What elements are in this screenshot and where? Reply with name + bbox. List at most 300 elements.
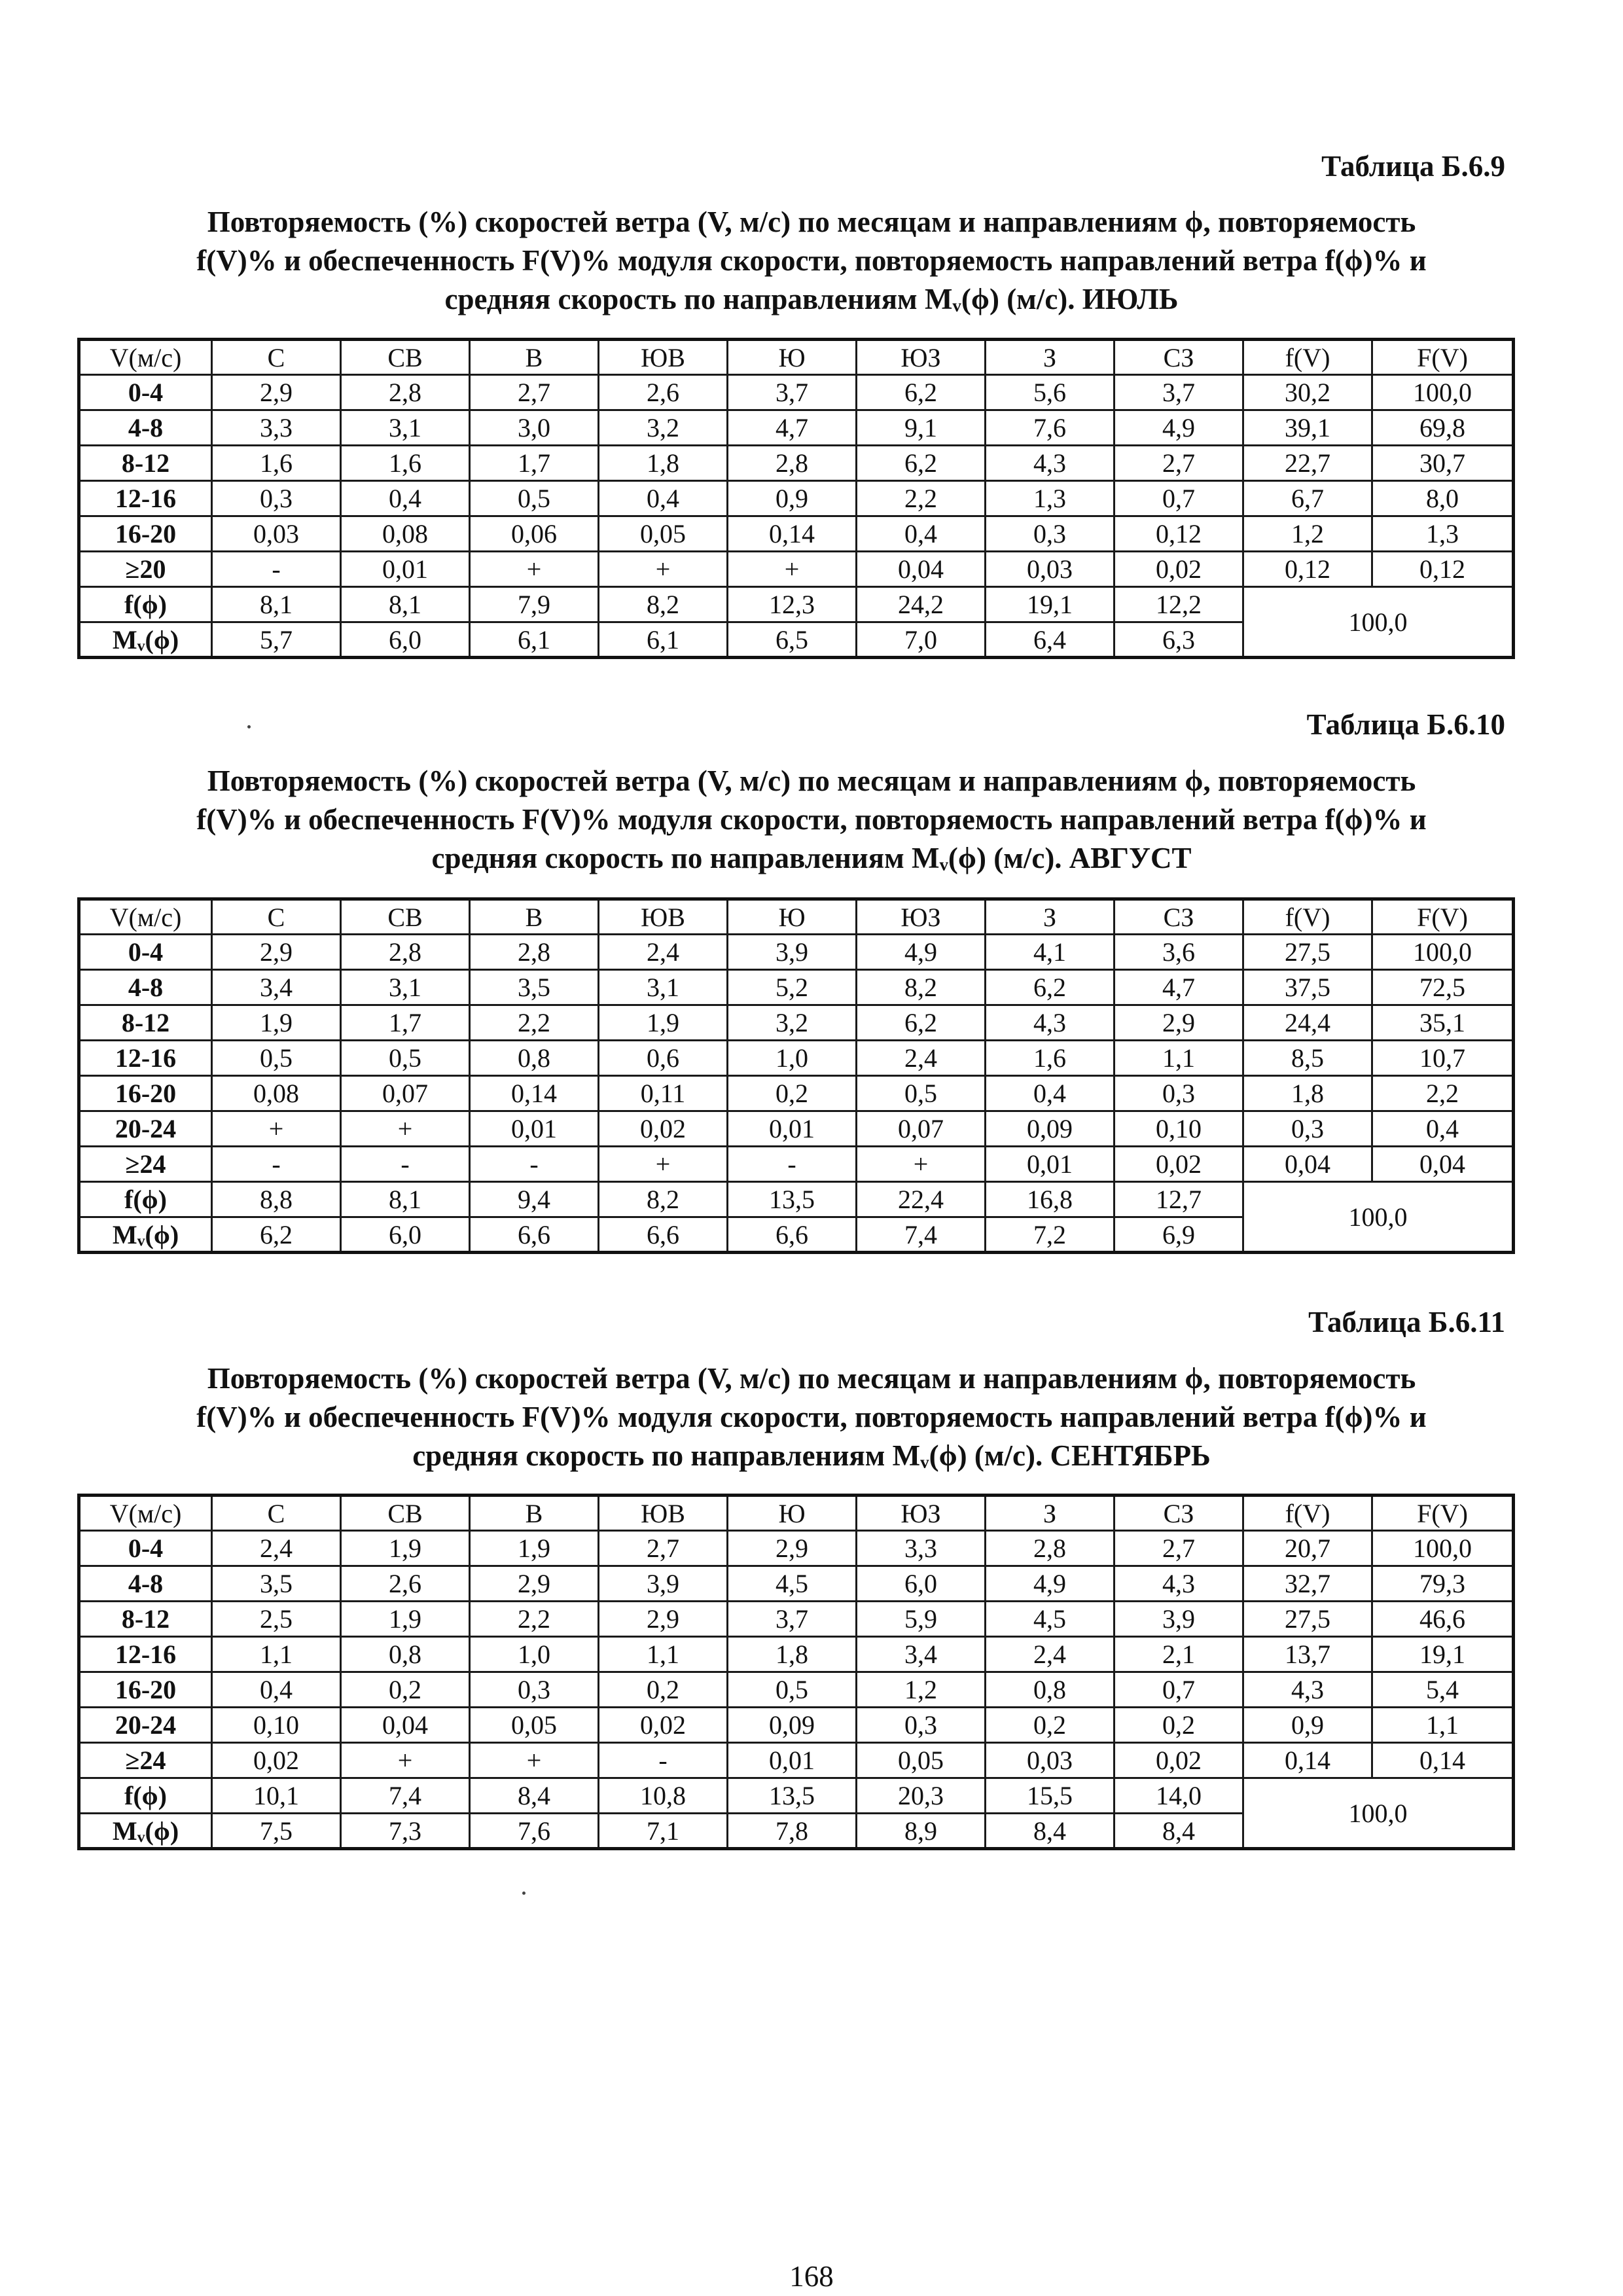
table-cell: 0,09: [728, 1708, 857, 1743]
table-cell: 2,7: [599, 1531, 728, 1566]
table-row: [79, 516, 1514, 552]
table-cell: 4,5: [986, 1602, 1115, 1637]
column-header: В: [470, 340, 599, 375]
table-cell: 0,7: [1115, 1672, 1243, 1708]
table-cell: 15,5: [986, 1778, 1115, 1814]
column-header: З: [986, 340, 1115, 375]
table-cell: +: [341, 1743, 470, 1778]
column-header: f(V): [1243, 1496, 1372, 1531]
table-cell: 0,05: [857, 1743, 986, 1778]
table-cell: 1,0: [728, 1041, 857, 1076]
column-header: ЮВ: [599, 899, 728, 935]
caption-line: f(V)% и обеспеченность F(V)% модуля скорости, повторяемость направлений ветра f(ϕ)% и: [196, 1401, 1427, 1433]
table-cell: 1,9: [341, 1531, 470, 1566]
table-cell: 3,0: [470, 410, 599, 446]
table-cell: 0,14: [1372, 1743, 1514, 1778]
table-cell: 6,6: [599, 1217, 728, 1253]
total-cell: 100,0: [1243, 1182, 1514, 1253]
column-header: F(V): [1372, 1496, 1514, 1531]
table-cell: 0,8: [341, 1637, 470, 1672]
table-cell: 3,6: [1115, 935, 1243, 970]
header-row: [79, 1496, 1514, 1531]
table-cell: 0,07: [857, 1111, 986, 1147]
table-cell: -: [728, 1147, 857, 1182]
table-cell: 8,8: [212, 1182, 341, 1217]
table-cell: 0,9: [728, 481, 857, 516]
direction-frequency-row: [79, 587, 1514, 622]
row-label: f(ϕ): [79, 1778, 212, 1814]
table-label: Таблица Б.6.10: [1306, 708, 1505, 741]
table-cell: 2,8: [470, 935, 599, 970]
table-cell: 1,1: [1372, 1708, 1514, 1743]
table-cell: 3,5: [470, 970, 599, 1005]
table-cell: 0,14: [1243, 1743, 1372, 1778]
table-cell: 2,2: [1372, 1076, 1514, 1111]
column-header: В: [470, 899, 599, 935]
table-label: Таблица Б.6.9: [1321, 150, 1505, 183]
table-row: [79, 1637, 1514, 1672]
wind-table-july: [77, 338, 1515, 659]
table-cell: 1,7: [470, 446, 599, 481]
table-cell: 3,7: [728, 1602, 857, 1637]
table-cell: 2,7: [1115, 446, 1243, 481]
table-cell: 3,1: [599, 970, 728, 1005]
table-cell: 13,5: [728, 1182, 857, 1217]
table-cell: 1,6: [212, 446, 341, 481]
table-cell: 8,0: [1372, 481, 1514, 516]
table-cell: 6,6: [470, 1217, 599, 1253]
table-cell: 0,2: [1115, 1708, 1243, 1743]
column-header: Ю: [728, 340, 857, 375]
table-cell: 16,8: [986, 1182, 1115, 1217]
table-cell: 0,02: [212, 1743, 341, 1778]
column-header: СЗ: [1115, 899, 1243, 935]
table-cell: 46,6: [1372, 1602, 1514, 1637]
table-cell: 4,3: [1115, 1566, 1243, 1602]
column-header: С: [212, 1496, 341, 1531]
table-cell: 22,4: [857, 1182, 986, 1217]
row-label: 0-4: [79, 1531, 212, 1566]
table-cell: 2,4: [857, 1041, 986, 1076]
table-cell: 0,04: [1243, 1147, 1372, 1182]
table-cell: 0,05: [599, 516, 728, 552]
table-cell: 0,10: [212, 1708, 341, 1743]
table-row: [79, 1602, 1514, 1637]
table-cell: 8,2: [599, 587, 728, 622]
table-cell: 10,7: [1372, 1041, 1514, 1076]
table-cell: 6,6: [728, 1217, 857, 1253]
table-cell: 7,5: [212, 1814, 341, 1849]
table-cell: +: [728, 552, 857, 587]
table-cell: 2,9: [212, 935, 341, 970]
table-cell: 0,01: [986, 1147, 1115, 1182]
table-cell: 1,9: [470, 1531, 599, 1566]
table-cell: 3,9: [728, 935, 857, 970]
table-cell: 8,1: [212, 587, 341, 622]
table-cell: 3,2: [599, 410, 728, 446]
table-cell: 8,4: [470, 1778, 599, 1814]
table-cell: 5,7: [212, 622, 341, 658]
table-row: [79, 446, 1514, 481]
table-cell: 7,2: [986, 1217, 1115, 1253]
table-cell: 2,8: [986, 1531, 1115, 1566]
caption-line: Повторяемость (%) скоростей ветра (V, м/с) по месяцам и направлениям ϕ, повторяемость: [207, 1362, 1416, 1395]
table-cell: 24,4: [1243, 1005, 1372, 1041]
table-cell: 2,7: [470, 375, 599, 410]
table-cell: 0,01: [728, 1111, 857, 1147]
table-cell: 0,3: [986, 516, 1115, 552]
table-cell: 79,3: [1372, 1566, 1514, 1602]
row-label: 16-20: [79, 1076, 212, 1111]
column-header: F(V): [1372, 340, 1514, 375]
table-cell: 3,1: [341, 970, 470, 1005]
table-cell: 3,1: [341, 410, 470, 446]
table-cell: 7,4: [341, 1778, 470, 1814]
row-label: 12-16: [79, 1041, 212, 1076]
table-cell: 4,3: [986, 1005, 1115, 1041]
table-cell: 14,0: [1115, 1778, 1243, 1814]
table-cell: -: [212, 1147, 341, 1182]
table-cell: 6,2: [857, 446, 986, 481]
table-cell: 6,5: [728, 622, 857, 658]
table-cell: 22,7: [1243, 446, 1372, 481]
table-cell: 2,8: [728, 446, 857, 481]
table-cell: 2,9: [470, 1566, 599, 1602]
row-label: 4-8: [79, 410, 212, 446]
table-cell: 19,1: [1372, 1637, 1514, 1672]
table-cell: 0,3: [470, 1672, 599, 1708]
caption-line: f(V)% и обеспеченность F(V)% модуля скорости, повторяемость направлений ветра f(ϕ)% и: [196, 244, 1427, 277]
wind-table-august: [77, 897, 1515, 1254]
table-cell: 12,3: [728, 587, 857, 622]
table-cell: 35,1: [1372, 1005, 1514, 1041]
table-cell: 0,02: [1115, 552, 1243, 587]
table-cell: 2,9: [599, 1602, 728, 1637]
table-cell: 1,2: [857, 1672, 986, 1708]
table-cell: 2,4: [599, 935, 728, 970]
table-cell: 0,6: [599, 1041, 728, 1076]
column-header: СВ: [341, 1496, 470, 1531]
table-cell: 1,6: [986, 1041, 1115, 1076]
table-cell: 27,5: [1243, 1602, 1372, 1637]
table-row: [79, 1672, 1514, 1708]
table-cell: 4,3: [986, 446, 1115, 481]
table-cell: 72,5: [1372, 970, 1514, 1005]
table-row: [79, 481, 1514, 516]
column-header: СЗ: [1115, 340, 1243, 375]
table-cell: 0,2: [728, 1076, 857, 1111]
column-header: В: [470, 1496, 599, 1531]
table-cell: 5,4: [1372, 1672, 1514, 1708]
table-cell: 3,2: [728, 1005, 857, 1041]
table-cell: 2,7: [1115, 1531, 1243, 1566]
table-cell: +: [470, 552, 599, 587]
table-cell: 7,8: [728, 1814, 857, 1849]
table-cell: 3,4: [212, 970, 341, 1005]
table-cell: 0,03: [986, 1743, 1115, 1778]
table-cell: 1,8: [1243, 1076, 1372, 1111]
page-number: 168: [789, 2260, 834, 2293]
table-cell: 30,7: [1372, 446, 1514, 481]
table-cell: 4,9: [1115, 410, 1243, 446]
column-header: ЮВ: [599, 340, 728, 375]
table-cell: 0,2: [986, 1708, 1115, 1743]
table-cell: 6,0: [857, 1566, 986, 1602]
row-label: 20-24: [79, 1708, 212, 1743]
table-cell: 6,7: [1243, 481, 1372, 516]
column-header: З: [986, 1496, 1115, 1531]
column-header: ЮЗ: [857, 340, 986, 375]
column-header: f(V): [1243, 340, 1372, 375]
table-cell: 1,1: [599, 1637, 728, 1672]
table-cell: 1,0: [470, 1637, 599, 1672]
table-cell: 8,9: [857, 1814, 986, 1849]
row-label: f(ϕ): [79, 587, 212, 622]
table-cell: 1,8: [599, 446, 728, 481]
row-label: 0-4: [79, 375, 212, 410]
table-cell: 100,0: [1372, 1531, 1514, 1566]
row-label: 16-20: [79, 516, 212, 552]
table-cell: 0,14: [728, 516, 857, 552]
row-label: 8-12: [79, 446, 212, 481]
table-row: [79, 1743, 1514, 1778]
table-cell: +: [341, 1111, 470, 1147]
table-cell: 6,2: [857, 375, 986, 410]
table-cell: 0,02: [1115, 1147, 1243, 1182]
caption-line: Повторяемость (%) скоростей ветра (V, м/с) по месяцам и направлениям ϕ, повторяемость: [207, 764, 1416, 797]
table-cell: 27,5: [1243, 935, 1372, 970]
table-cell: 3,9: [599, 1566, 728, 1602]
total-cell: 100,0: [1243, 587, 1514, 658]
header-row: [79, 899, 1514, 935]
table-cell: +: [857, 1147, 986, 1182]
table-row: [79, 1566, 1514, 1602]
table-cell: +: [599, 1147, 728, 1182]
column-header: Ю: [728, 1496, 857, 1531]
table-cell: 8,2: [857, 970, 986, 1005]
column-header-speed: V(м/с): [79, 899, 212, 935]
table-cell: 8,1: [341, 587, 470, 622]
table-cell: 10,1: [212, 1778, 341, 1814]
table-cell: 2,5: [212, 1602, 341, 1637]
table-cell: 1,6: [341, 446, 470, 481]
wind-table-september: [77, 1494, 1515, 1850]
table-cell: 0,5: [341, 1041, 470, 1076]
row-label: Mᵥ(ϕ): [79, 1217, 212, 1253]
table-cell: 10,8: [599, 1778, 728, 1814]
table-cell: 0,02: [599, 1111, 728, 1147]
table-cell: 7,6: [470, 1814, 599, 1849]
table-cell: 0,5: [857, 1076, 986, 1111]
table-cell: 2,6: [599, 375, 728, 410]
table-cell: 12,7: [1115, 1182, 1243, 1217]
table-cell: 37,5: [1243, 970, 1372, 1005]
table-cell: 1,9: [212, 1005, 341, 1041]
table-cell: 0,10: [1115, 1111, 1243, 1147]
table-cell: 1,3: [1372, 516, 1514, 552]
table-cell: 100,0: [1372, 935, 1514, 970]
table-cell: 0,5: [728, 1672, 857, 1708]
table-cell: 4,9: [986, 1566, 1115, 1602]
table-cell: 30,2: [1243, 375, 1372, 410]
table-cell: 9,1: [857, 410, 986, 446]
table-cell: 0,5: [212, 1041, 341, 1076]
header-row: [79, 340, 1514, 375]
column-header: СВ: [341, 340, 470, 375]
table-cell: 2,9: [728, 1531, 857, 1566]
table-cell: 0,04: [1372, 1147, 1514, 1182]
scan-speck: [522, 1892, 526, 1895]
direction-frequency-row: [79, 1778, 1514, 1814]
row-label: ≥20: [79, 552, 212, 587]
table-cell: 7,4: [857, 1217, 986, 1253]
table-cell: 32,7: [1243, 1566, 1372, 1602]
table-cell: 8,4: [1115, 1814, 1243, 1849]
table-cell: 6,1: [599, 622, 728, 658]
table-cell: 1,3: [986, 481, 1115, 516]
row-label: 8-12: [79, 1602, 212, 1637]
table-cell: 13,7: [1243, 1637, 1372, 1672]
table-cell: 19,1: [986, 587, 1115, 622]
row-label: 4-8: [79, 970, 212, 1005]
caption-line: средняя скорость по направлениям Mᵥ(ϕ) (м/с). ИЮЛЬ: [444, 283, 1179, 315]
table-row: [79, 1111, 1514, 1147]
caption-line: Повторяемость (%) скоростей ветра (V, м/с) по месяцам и направлениям ϕ, повторяемость: [207, 206, 1416, 238]
table-cell: 1,9: [341, 1602, 470, 1637]
table-cell: 20,7: [1243, 1531, 1372, 1566]
table-cell: 2,8: [341, 935, 470, 970]
table-row: [79, 970, 1514, 1005]
table-row: [79, 1041, 1514, 1076]
table-cell: 3,9: [1115, 1602, 1243, 1637]
table-cell: 4,9: [857, 935, 986, 970]
table-row: [79, 1147, 1514, 1182]
table-cell: 7,0: [857, 622, 986, 658]
table-cell: 1,8: [728, 1637, 857, 1672]
table-cell: 5,2: [728, 970, 857, 1005]
table-cell: 0,9: [1243, 1708, 1372, 1743]
table-cell: 6,0: [341, 1217, 470, 1253]
column-header: f(V): [1243, 899, 1372, 935]
table-cell: 6,2: [212, 1217, 341, 1253]
row-label: 8-12: [79, 1005, 212, 1041]
table-cell: 0,01: [470, 1111, 599, 1147]
table-cell: 1,1: [212, 1637, 341, 1672]
table-cell: 0,4: [341, 481, 470, 516]
table-cell: 0,4: [1372, 1111, 1514, 1147]
table-cell: 9,4: [470, 1182, 599, 1217]
table-cell: 0,8: [986, 1672, 1115, 1708]
table-cell: 0,2: [599, 1672, 728, 1708]
table-cell: 0,08: [341, 516, 470, 552]
table-cell: -: [212, 552, 341, 587]
table-cell: 2,6: [341, 1566, 470, 1602]
table-cell: 8,5: [1243, 1041, 1372, 1076]
table-cell: 0,3: [1243, 1111, 1372, 1147]
column-header-speed: V(м/с): [79, 340, 212, 375]
row-label: 0-4: [79, 935, 212, 970]
table-cell: 39,1: [1243, 410, 1372, 446]
table-cell: 12,2: [1115, 587, 1243, 622]
table-cell: 4,1: [986, 935, 1115, 970]
table-cell: 0,11: [599, 1076, 728, 1111]
table-cell: 6,3: [1115, 622, 1243, 658]
table-cell: 2,8: [341, 375, 470, 410]
table-row: [79, 552, 1514, 587]
table-cell: 4,5: [728, 1566, 857, 1602]
table-cell: 8,4: [986, 1814, 1115, 1849]
table-row: [79, 410, 1514, 446]
table-cell: 0,3: [212, 481, 341, 516]
table-cell: 0,7: [1115, 481, 1243, 516]
table-cell: 0,5: [470, 481, 599, 516]
column-header: С: [212, 340, 341, 375]
table-cell: 0,09: [986, 1111, 1115, 1147]
column-header: ЮЗ: [857, 1496, 986, 1531]
column-header-speed: V(м/с): [79, 1496, 212, 1531]
table-cell: 3,4: [857, 1637, 986, 1672]
table-cell: 8,1: [341, 1182, 470, 1217]
table-cell: 0,08: [212, 1076, 341, 1111]
column-header: С: [212, 899, 341, 935]
table-cell: 2,2: [857, 481, 986, 516]
table-cell: 4,7: [1115, 970, 1243, 1005]
table-cell: 2,1: [1115, 1637, 1243, 1672]
table-cell: 0,03: [212, 516, 341, 552]
column-header: З: [986, 899, 1115, 935]
table-cell: 3,7: [1115, 375, 1243, 410]
row-label: ≥24: [79, 1743, 212, 1778]
table-cell: 4,7: [728, 410, 857, 446]
row-label: Mᵥ(ϕ): [79, 1814, 212, 1849]
table-cell: 69,8: [1372, 410, 1514, 446]
caption-line: средняя скорость по направлениям Mᵥ(ϕ) (м/с). АВГУСТ: [431, 842, 1192, 874]
table-cell: 13,5: [728, 1778, 857, 1814]
table-cell: 0,06: [470, 516, 599, 552]
table-cell: 0,04: [857, 552, 986, 587]
column-header: Ю: [728, 899, 857, 935]
row-label: 12-16: [79, 481, 212, 516]
column-header: ЮВ: [599, 1496, 728, 1531]
table-cell: 2,9: [212, 375, 341, 410]
table-row: [79, 1531, 1514, 1566]
table-cell: 6,9: [1115, 1217, 1243, 1253]
table-cell: 3,3: [212, 410, 341, 446]
column-header: F(V): [1372, 899, 1514, 935]
table-cell: 0,2: [341, 1672, 470, 1708]
row-label: 20-24: [79, 1111, 212, 1147]
table-cell: 0,07: [341, 1076, 470, 1111]
table-cell: 0,4: [857, 516, 986, 552]
table-cell: 0,3: [857, 1708, 986, 1743]
table-cell: 6,2: [986, 970, 1115, 1005]
table-cell: 2,9: [1115, 1005, 1243, 1041]
row-label: Mᵥ(ϕ): [79, 622, 212, 658]
row-label: 4-8: [79, 1566, 212, 1602]
table-cell: 0,05: [470, 1708, 599, 1743]
table-cell: 7,9: [470, 587, 599, 622]
table-cell: 1,9: [599, 1005, 728, 1041]
row-label: ≥24: [79, 1147, 212, 1182]
table-cell: 3,7: [728, 375, 857, 410]
table-cell: 1,2: [1243, 516, 1372, 552]
table-row: [79, 1076, 1514, 1111]
table-cell: +: [212, 1111, 341, 1147]
table-cell: +: [470, 1743, 599, 1778]
table-cell: 6,0: [341, 622, 470, 658]
scan-speck: [247, 725, 251, 728]
column-header: СЗ: [1115, 1496, 1243, 1531]
